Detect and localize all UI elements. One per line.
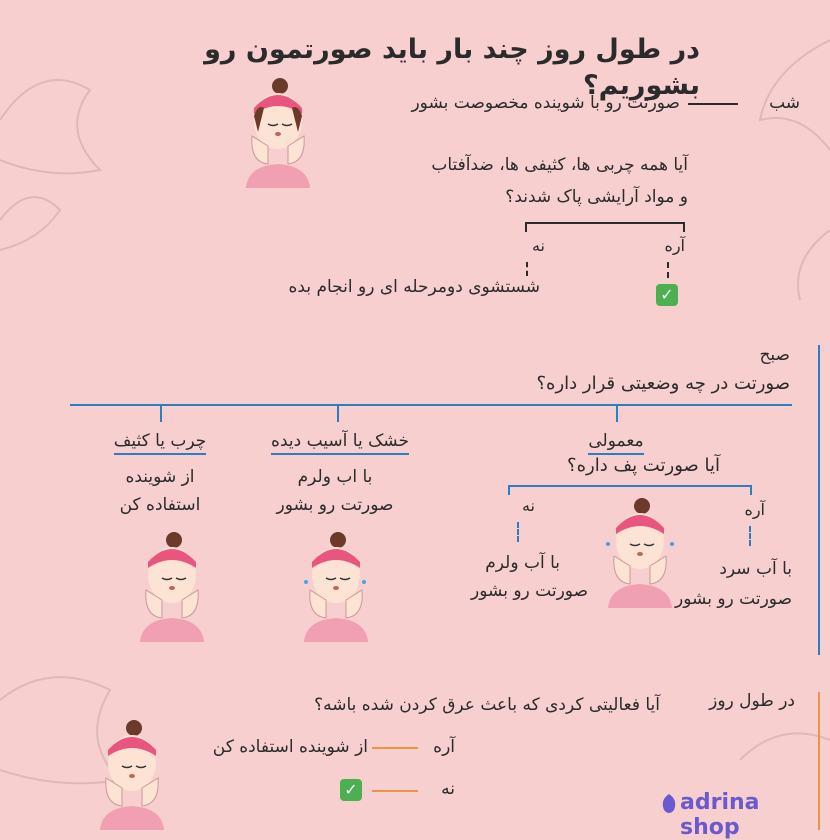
normal-label: معمولی <box>588 431 643 455</box>
normal-no-action-line1: با آب ولرم <box>485 553 560 573</box>
night-branch-no-tick <box>525 222 527 232</box>
page-title: در طول روز چند بار باید صورتمون رو بشوریم؟ <box>204 34 700 101</box>
girl-oily-skin-icon <box>132 530 212 645</box>
girl-day-icon <box>92 718 172 833</box>
oily-label: چرب یا کثیف <box>114 431 207 455</box>
night-yes-dash <box>667 262 671 278</box>
normal-yes-label: آره <box>744 500 765 519</box>
normal-branch-horizontal <box>508 485 752 487</box>
night-connector <box>688 103 738 105</box>
day-yes-action: از شوینده استفاده کن <box>212 737 368 757</box>
night-question-line1: آیا همه چربی ها، کثیفی ها، ضدآفتاب <box>431 155 688 175</box>
girl-washing-face-icon <box>238 76 318 191</box>
dry-branch-tick <box>337 404 339 422</box>
day-no-check-icon: ✓ <box>340 779 362 801</box>
girl-dry-skin-icon <box>296 530 376 645</box>
morning-branch-horizontal <box>70 404 792 406</box>
day-yes-label: آره <box>433 737 455 757</box>
dry-action-line1: با اب ولرم <box>297 467 373 487</box>
night-no-action: شستشوی دومرحله ای رو انجام بده <box>288 277 540 297</box>
morning-label: صبح <box>759 345 790 365</box>
morning-side-line <box>818 345 820 655</box>
oily-action-line2: استفاده کن <box>119 495 201 515</box>
normal-question: آیا صورتت پف داره؟ <box>567 455 720 476</box>
dry-label: خشک یا آسیب دیده <box>271 431 409 455</box>
night-branch-yes-tick <box>683 222 685 232</box>
night-branch-horizontal <box>525 222 685 224</box>
night-no-label: نه <box>531 236 545 255</box>
normal-no-dash <box>517 522 521 542</box>
morning-question: صورتت در چه وضعیتی قرار داره؟ <box>536 373 790 394</box>
night-action: صورتت رو با شوینده مخصوصت بشور <box>411 93 680 113</box>
oily-action-line1: از شوینده <box>125 467 195 487</box>
normal-branch-tick <box>616 404 618 422</box>
night-yes-label: آره <box>664 236 685 255</box>
brand-leaf-icon <box>658 792 680 816</box>
normal-yes-action-line2: صورتت رو بشور <box>675 589 792 609</box>
normal-yes-dash <box>749 526 753 546</box>
dry-action-line2: صورتت رو بشور <box>276 495 394 515</box>
night-yes-check-icon: ✓ <box>656 284 678 306</box>
night-label: شب <box>769 93 800 113</box>
night-question-line2: و مواد آرایشی پاک شدند؟ <box>505 187 688 207</box>
oily-branch-tick <box>160 404 162 422</box>
brand-text: adrina shop <box>680 790 760 840</box>
day-yes-connector <box>372 747 418 749</box>
brand-logo <box>658 790 823 840</box>
normal-no-label: نه <box>521 496 535 515</box>
day-no-label: نه <box>441 779 455 799</box>
normal-no-action-line2: صورتت رو بشور <box>471 581 588 601</box>
day-question: آیا فعالیتی کردی که باعث عرق کردن شده باشه؟ <box>314 695 660 715</box>
day-label: در طول روز <box>709 691 795 711</box>
normal-yes-tick <box>750 485 752 495</box>
girl-normal-skin-icon <box>600 496 680 611</box>
normal-yes-action-line1: با آب سرد <box>719 559 792 579</box>
day-no-connector <box>372 790 418 792</box>
